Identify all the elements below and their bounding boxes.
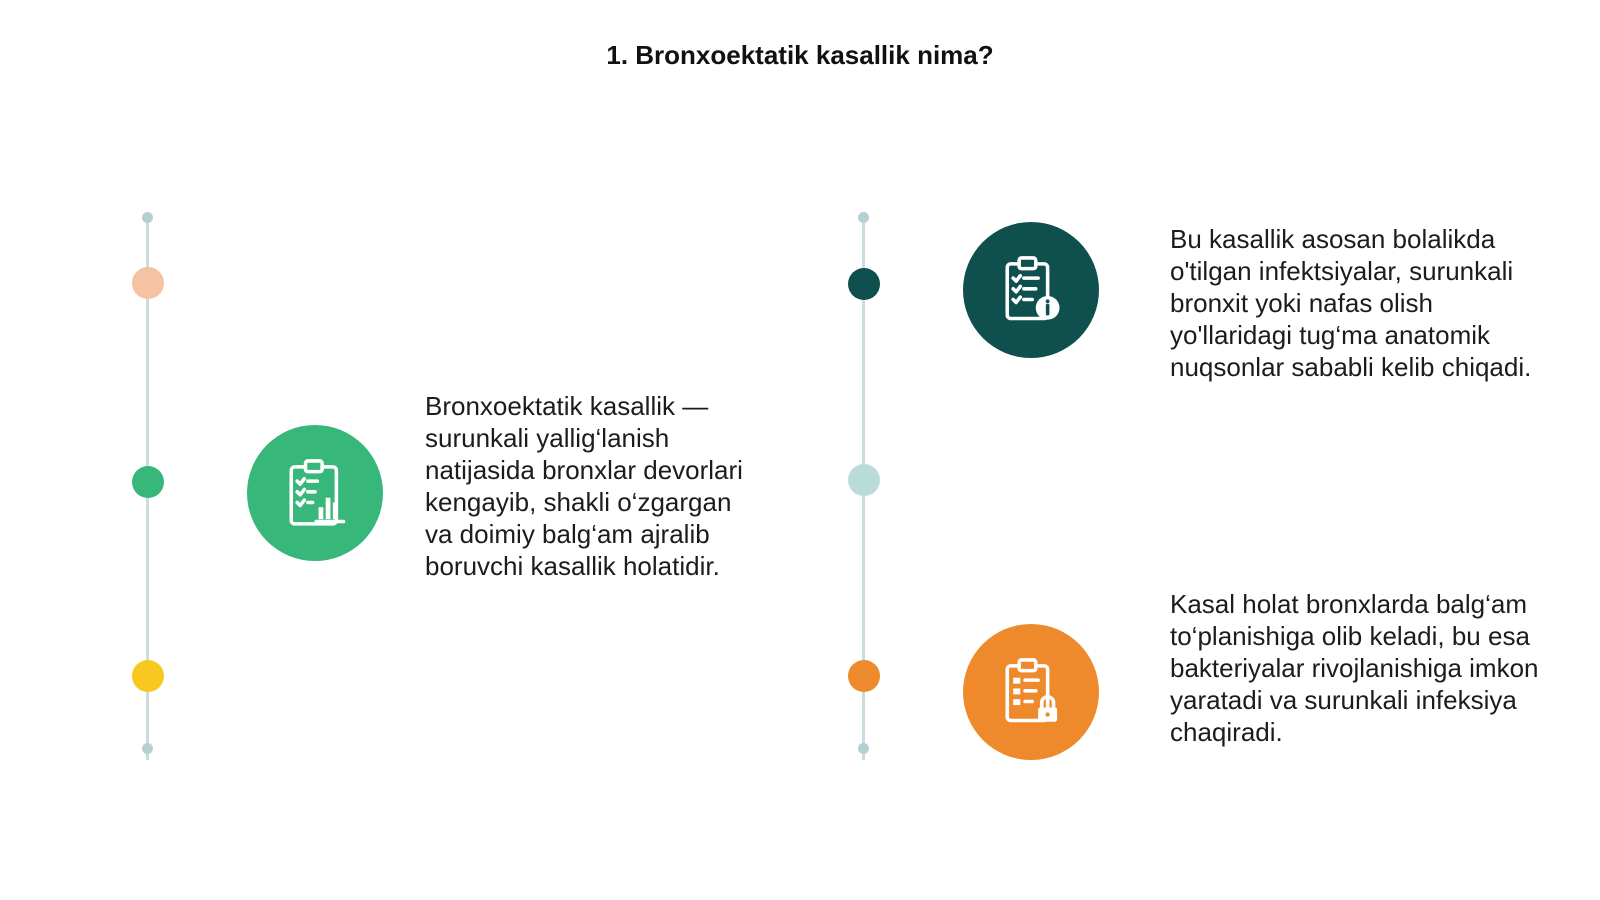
timeline-dot-green (132, 466, 164, 498)
clipboard-info-icon (963, 222, 1099, 358)
consequence-text: Kasal holat bronxlarda balg‘am to‘planishiga olib keladi, bu esa bakteriyalar rivojlanishiga imkon yaratadi va surunkali infeksiya chaqiradi. (1170, 589, 1539, 747)
timeline-cap-bottom (858, 743, 869, 754)
timeline-dot-yellow (132, 660, 164, 692)
timeline-cap-top (142, 212, 153, 223)
timeline-cap-top (858, 212, 869, 223)
timeline-dot-orange (848, 660, 880, 692)
left-timeline (128, 210, 168, 770)
page-title: 1. Bronxoektatik kasallik nima? (606, 40, 994, 70)
timeline-dot-light-teal (848, 464, 880, 496)
clipboard-chart-icon (247, 425, 383, 561)
clipboard-lock-icon (963, 624, 1099, 760)
timeline-cap-bottom (142, 743, 153, 754)
right-timeline (844, 210, 884, 770)
timeline-dot-dark-teal (848, 268, 880, 300)
causes-text: Bu kasallik asosan bolalikda o'tilgan infektsiyalar, surunkali bronxit yoki nafas olish yo'llaridagi tug‘ma anatomik nuqsonlar sababli kelib chiqadi. (1170, 224, 1532, 382)
timeline-dot-peach (132, 267, 164, 299)
definition-text: Bronxoektatik kasallik — surunkali yallig‘lanish natijasida bronxlar devorlari kengayib, shakli o‘zgargan va doimiy balg‘am ajralib boruvchi kasallik holatidir. (425, 391, 743, 581)
